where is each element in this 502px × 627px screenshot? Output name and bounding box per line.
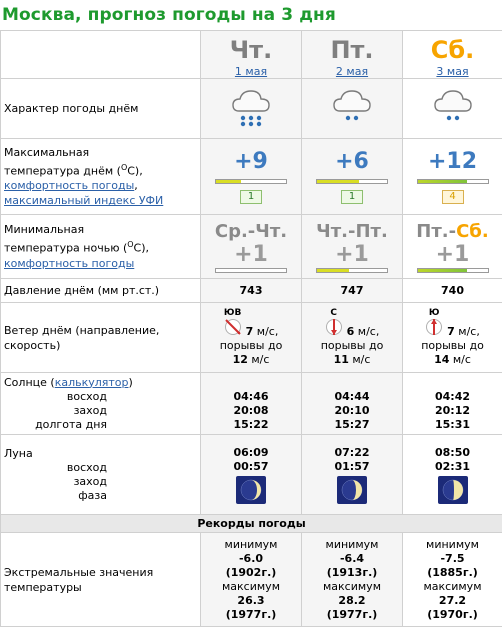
- extremes-label: Экстремальные значения температуры: [1, 533, 201, 627]
- records-cell-0: [201, 533, 302, 627]
- moon-crescent-icon: [438, 476, 468, 504]
- wind-speed: 6: [346, 325, 355, 338]
- day-temp: +12: [427, 149, 478, 174]
- wind-speed: 7: [245, 325, 254, 338]
- records-cell-2: [403, 533, 502, 627]
- moon-crescent-icon: [337, 476, 367, 504]
- uv-badge: 1: [341, 190, 363, 204]
- night-comfort-bar: [417, 268, 489, 273]
- records-header: Рекорды погоды: [1, 515, 502, 533]
- wind-cell-0: [201, 303, 302, 373]
- moonset-time: 02:31: [434, 459, 470, 473]
- day-length: 15:22: [233, 417, 269, 431]
- max-temp-label: [1, 139, 201, 215]
- min-temp-cell-1: [302, 215, 403, 279]
- records-header-row: [1, 515, 502, 533]
- record-max: 26.3: [237, 593, 265, 607]
- min-temp-label-line2: [4, 237, 197, 256]
- uv-badge: 1: [240, 190, 262, 204]
- moonrise-time: 06:09: [233, 445, 269, 459]
- wind-direction: С: [330, 308, 337, 318]
- day-temp: +9: [234, 149, 268, 174]
- night-temp: +1: [335, 241, 369, 267]
- night-label-b: Сб.: [456, 220, 489, 242]
- min-temp-label-unit: C),: [133, 241, 150, 255]
- pressure-row: [1, 279, 502, 303]
- day-length: 15:27: [334, 417, 370, 431]
- wind-unit: м/с,: [458, 325, 480, 338]
- day-date-link[interactable]: 2 мая: [335, 64, 369, 78]
- record-max-label: максимум: [222, 579, 280, 593]
- cloud-rain-icon: [431, 85, 475, 129]
- day-temp: +6: [335, 149, 369, 174]
- cloud-rain-icon: [330, 85, 374, 129]
- pressure-value: 740: [403, 279, 502, 303]
- night-label: [302, 221, 402, 243]
- night-label-a: Чт.-: [316, 220, 356, 242]
- sun-calculator-link[interactable]: калькулятор: [54, 375, 129, 389]
- pressure-value: 747: [302, 279, 403, 303]
- sunset-time: 20:10: [334, 403, 370, 417]
- moonset-time: 00:57: [233, 459, 269, 473]
- night-label-a: Ср.-: [214, 220, 256, 242]
- record-max: 27.2: [438, 593, 467, 607]
- comfort-bar: [417, 179, 489, 184]
- night-label-a: Пт.-: [416, 220, 457, 242]
- min-temp-label: [1, 215, 201, 279]
- records-row: [1, 533, 502, 627]
- wind-cell-1: [302, 303, 403, 373]
- weather-cell-2: [403, 79, 502, 139]
- wind-cell-2: [403, 303, 502, 373]
- sun-label-text: Солнце (: [4, 375, 55, 389]
- day-name: Чт.: [229, 35, 273, 64]
- night-label: [403, 221, 502, 243]
- wind-unit: м/с,: [357, 325, 380, 338]
- min-temp-cell-0: [201, 215, 302, 279]
- wind-direction-icon: [325, 318, 343, 336]
- record-max-year: (1977г.): [225, 607, 277, 621]
- night-comfort-bar-fill: [418, 269, 467, 272]
- weather-cell-0: [201, 79, 302, 139]
- max-temp-label-line2: [4, 160, 197, 179]
- sun-row: [1, 373, 502, 435]
- night-comfort-bar: [215, 268, 287, 273]
- day-date-link[interactable]: 1 мая: [234, 64, 268, 78]
- min-temp-label-line1: Минимальная: [4, 223, 85, 237]
- record-min-year: (1902г.): [225, 565, 277, 579]
- sunrise-time: 04:46: [233, 389, 269, 403]
- day-length: 15:31: [434, 417, 470, 431]
- max-temp-cell-1: [302, 139, 403, 215]
- daylength-label: долгота дня: [35, 417, 107, 431]
- day-name: Сб.: [430, 35, 475, 64]
- gusts-label: порывы до: [219, 339, 283, 352]
- gusts-label: порывы до: [320, 339, 384, 352]
- comfort-bar-fill: [317, 180, 359, 183]
- degree-sup: O: [127, 240, 134, 250]
- corner-cell: [1, 31, 201, 79]
- weather-cell-1: [302, 79, 403, 139]
- night-comfort-bar: [316, 268, 388, 273]
- max-temp-cell-2: [403, 139, 502, 215]
- max-temp-label-line1: Максимальная: [4, 145, 90, 159]
- night-label: [201, 221, 301, 243]
- sunset-time: 20:08: [233, 403, 269, 417]
- moon-crescent-icon: [236, 476, 266, 504]
- forecast-table: [0, 30, 502, 627]
- night-label-b: Пт.: [355, 220, 388, 242]
- max-temp-row: [1, 139, 502, 215]
- moonrise-time: 07:22: [334, 445, 370, 459]
- comfort-link[interactable]: комфортность погоды: [4, 179, 135, 193]
- max-temp-label-unit: C),: [127, 164, 143, 178]
- night-label-b: Чт.: [255, 220, 288, 242]
- min-temp-row: [1, 215, 502, 279]
- sunset-time: 20:12: [434, 403, 470, 417]
- degree-sup: O: [120, 162, 128, 172]
- day-date-link[interactable]: 3 мая: [436, 64, 469, 78]
- max-temp-cell-0: [201, 139, 302, 215]
- moonset-label: заход: [73, 474, 107, 488]
- day-weather-row: [1, 79, 502, 139]
- day-header-0: [201, 31, 302, 79]
- wind-speed: 7: [447, 325, 455, 338]
- sunrise-time: 04:44: [334, 389, 370, 403]
- gusts-speed: 11: [333, 353, 349, 366]
- sun-cell-1: [302, 373, 403, 435]
- gusts-speed: 12: [232, 353, 248, 366]
- night-comfort-bar-fill: [317, 269, 349, 272]
- comfort-bar: [316, 179, 388, 184]
- wind-direction: ЮВ: [223, 308, 242, 318]
- record-min: -7.5: [440, 551, 465, 565]
- wind-label: Ветер днём (направление, скорость): [1, 303, 201, 373]
- moon-label-text: Луна: [4, 446, 33, 460]
- moon-row: [1, 435, 502, 515]
- comfort-bar: [215, 179, 287, 184]
- moon-cell-2: [403, 435, 502, 515]
- moonrise-time: 08:50: [434, 445, 470, 459]
- min-temp-cell-2: [403, 215, 502, 279]
- day-name: Пт.: [330, 35, 374, 64]
- pressure-label: Давление днём (мм рт.ст.): [1, 279, 201, 303]
- comma: ,: [134, 179, 138, 193]
- wind-unit: м/с,: [256, 325, 279, 338]
- record-min-year: (1913г.): [326, 565, 378, 579]
- gusts-unit: м/с: [452, 353, 471, 366]
- moonset-time: 01:57: [334, 459, 370, 473]
- day-weather-label: Характер погоды днём: [1, 79, 201, 139]
- sun-label: [1, 373, 201, 435]
- sunset-label: заход: [73, 403, 107, 417]
- record-min-label: минимум: [426, 537, 479, 551]
- moon-cell-0: [201, 435, 302, 515]
- comfort-bar-fill: [216, 180, 241, 183]
- sun-cell-2: [403, 373, 502, 435]
- record-max-year: (1977г.): [326, 607, 378, 621]
- wind-direction: Ю: [428, 308, 440, 318]
- gusts-unit: м/с: [251, 353, 270, 366]
- min-temp-label-text: температура ночью (: [4, 241, 128, 255]
- record-min: -6.4: [339, 551, 365, 565]
- wind-direction-icon: [425, 318, 443, 336]
- sunrise-label: восход: [66, 389, 107, 403]
- gusts-unit: м/с: [352, 353, 371, 366]
- sun-cell-0: [201, 373, 302, 435]
- record-max-label: максимум: [323, 579, 381, 593]
- day-header-2: [403, 31, 502, 79]
- wind-row: [1, 303, 502, 373]
- night-temp: +1: [234, 241, 268, 267]
- widget-header: [0, 0, 502, 30]
- comfort-link[interactable]: комфортность погоды: [4, 256, 135, 270]
- record-max: 28.2: [338, 593, 366, 607]
- day-header-1: [302, 31, 403, 79]
- gusts-label: порывы до: [421, 339, 484, 352]
- moonrise-label: восход: [66, 460, 107, 474]
- record-min-label: минимум: [224, 537, 278, 551]
- moon-cell-1: [302, 435, 403, 515]
- record-min-label: минимум: [325, 537, 379, 551]
- record-max-year: (1970г.): [427, 607, 478, 621]
- record-max-label: максимум: [423, 579, 482, 593]
- record-min-year: (1885г.): [427, 565, 478, 579]
- night-temp: +1: [435, 241, 470, 267]
- wind-direction-icon: [224, 318, 242, 336]
- page-title: Москва, прогноз погоды на 3 дня: [2, 5, 336, 25]
- pressure-value: 743: [201, 279, 302, 303]
- gusts-speed: 14: [434, 353, 450, 366]
- uv-badge: 4: [442, 190, 464, 204]
- comfort-line: [4, 178, 197, 193]
- comfort-bar-fill: [418, 180, 467, 183]
- moon-label: [1, 435, 201, 515]
- cloud-rain-icon: [229, 85, 273, 129]
- phase-label: фаза: [78, 488, 107, 502]
- uv-index-link[interactable]: максимальный индекс УФИ: [4, 194, 164, 208]
- record-min: -6.0: [238, 551, 264, 565]
- sun-label-close: ): [128, 375, 133, 389]
- max-temp-label-text: температура днём (: [4, 164, 121, 178]
- sunrise-time: 04:42: [434, 389, 470, 403]
- records-cell-1: [302, 533, 403, 627]
- day-header-row: [1, 31, 502, 79]
